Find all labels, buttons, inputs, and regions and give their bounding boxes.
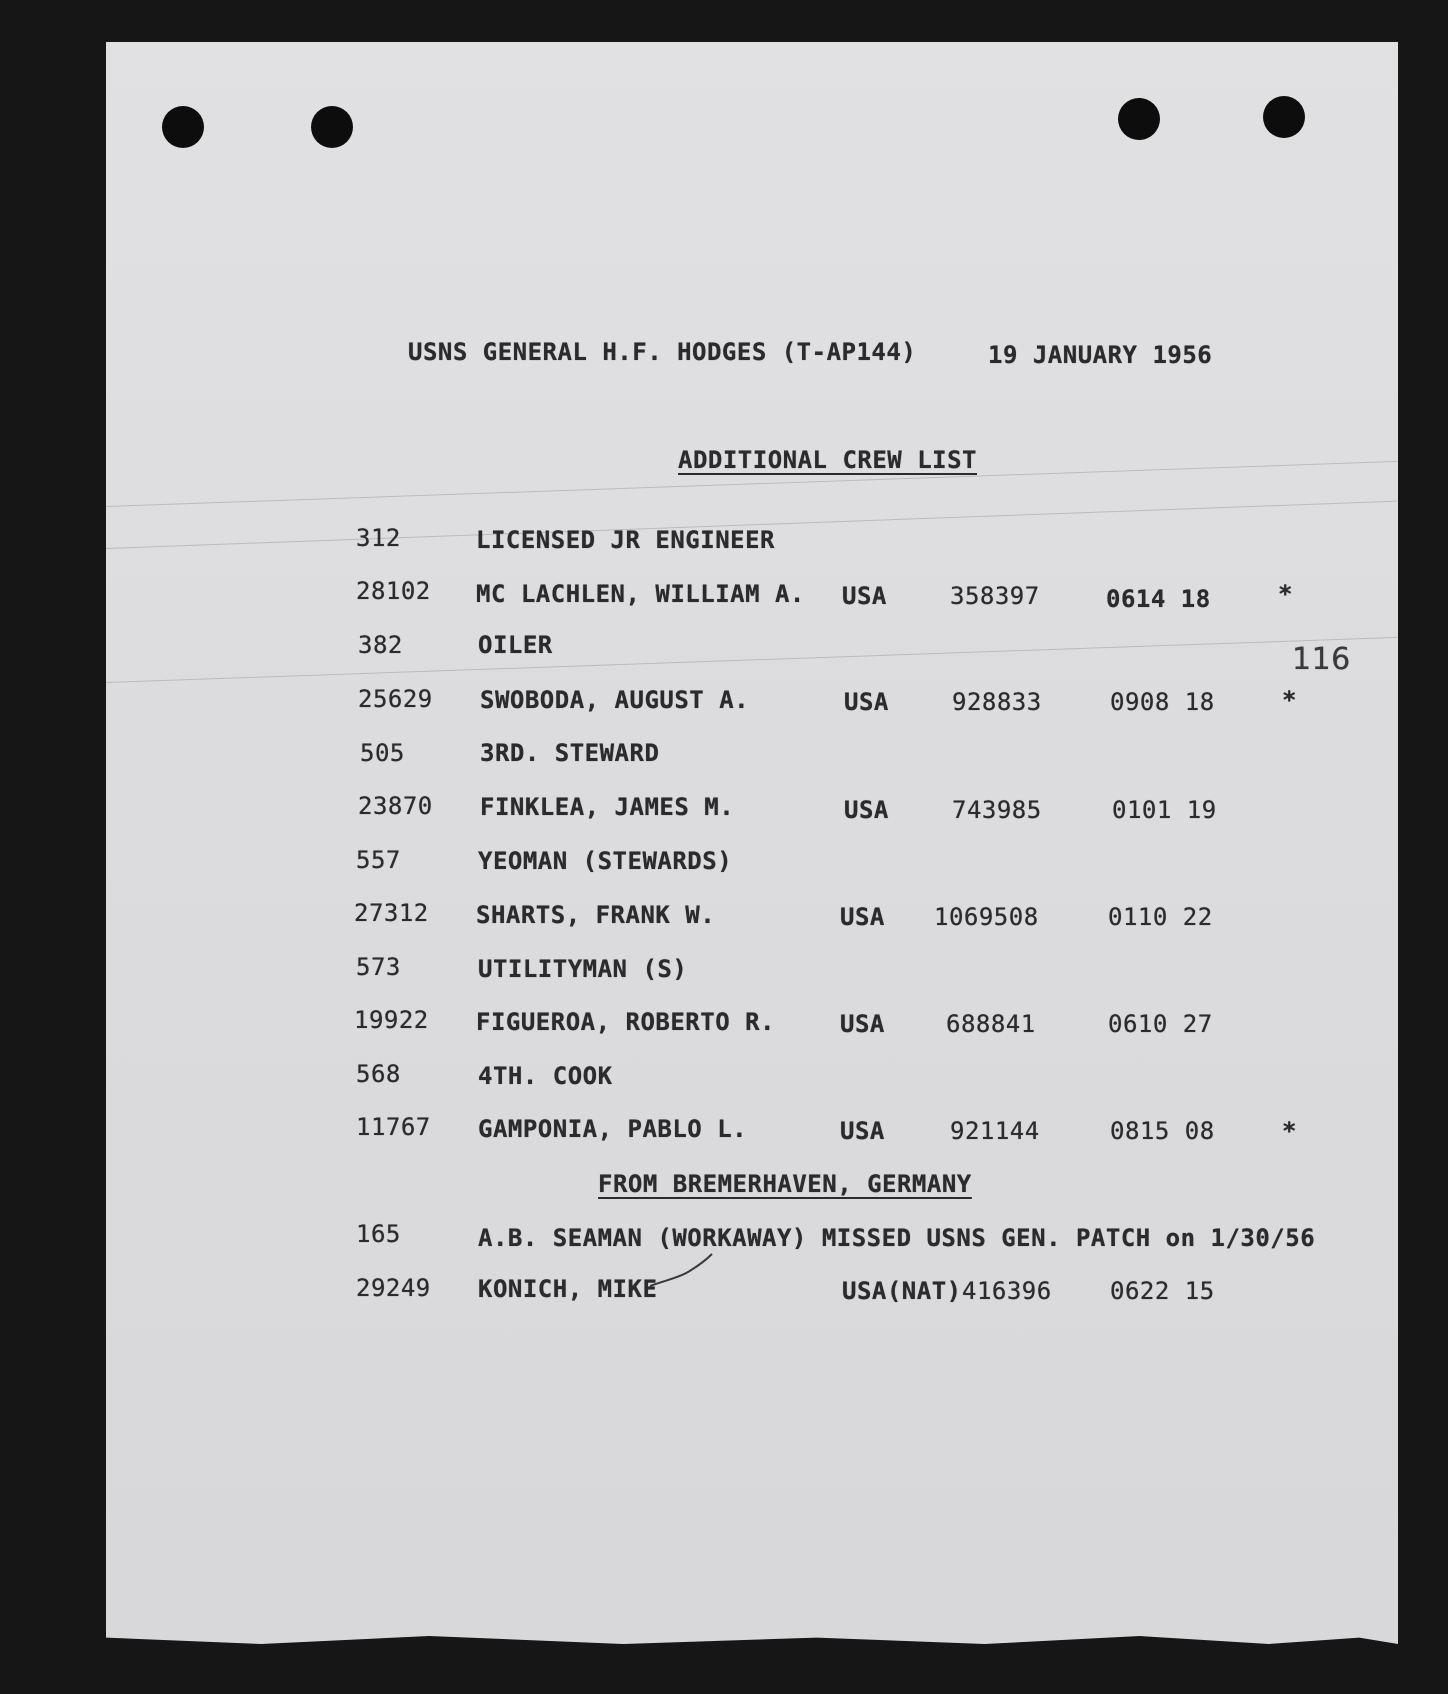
crew-id: 29249	[356, 1274, 431, 1302]
rating-code: 165	[356, 1220, 401, 1248]
punch-hole	[311, 106, 353, 148]
punch-hole	[1263, 96, 1305, 138]
punch-hole	[162, 106, 204, 148]
nationality: USA	[842, 582, 887, 610]
asterisk-mark: *	[1282, 1117, 1297, 1145]
crew-id: 11767	[356, 1113, 431, 1141]
nationality: USA	[840, 1117, 885, 1145]
punch-hole	[1118, 98, 1160, 140]
crew-id: 28102	[356, 577, 431, 605]
rating-title: OILER	[478, 631, 553, 659]
nationality: USA(NAT)	[842, 1277, 962, 1305]
document-number: 416396	[962, 1277, 1052, 1305]
crew-name: KONICH, MIKE	[478, 1275, 658, 1303]
crew-name: GAMPONIA, PABLO L.	[478, 1115, 748, 1143]
page-number: 116	[1292, 642, 1351, 677]
date-code: 0815 08	[1110, 1117, 1215, 1145]
crew-id: 27312	[354, 899, 429, 927]
section-title: FROM BREMERHAVEN, GERMANY	[598, 1170, 972, 1198]
rating-title: 3RD. STEWARD	[480, 739, 660, 767]
nationality: USA	[840, 903, 885, 931]
rating-title: 4TH. COOK	[478, 1062, 613, 1090]
date-code: 0610 27	[1108, 1010, 1213, 1038]
date-code: 0101 19	[1112, 796, 1217, 824]
rating-title: LICENSED JR ENGINEER	[476, 526, 775, 554]
document-number: 928833	[952, 688, 1042, 716]
rating-code: 505	[360, 739, 405, 767]
crew-id: 25629	[358, 685, 433, 713]
date-code: 0110 22	[1108, 903, 1213, 931]
document-number: 358397	[950, 582, 1040, 610]
document-date: 19 JANUARY 1956	[988, 341, 1213, 369]
list-title: ADDITIONAL CREW LIST	[678, 446, 977, 474]
document-number: 921144	[950, 1117, 1040, 1145]
crew-id: 23870	[358, 792, 433, 820]
asterisk-mark: *	[1282, 686, 1297, 714]
nationality: USA	[844, 688, 889, 716]
rating-code: 382	[358, 631, 403, 659]
nationality: USA	[844, 796, 889, 824]
asterisk-mark: *	[1278, 580, 1293, 608]
crew-name: SHARTS, FRANK W.	[476, 901, 716, 929]
nationality: USA	[840, 1010, 885, 1038]
rating-code: 573	[356, 953, 401, 981]
crew-name: MC LACHLEN, WILLIAM A.	[476, 580, 805, 608]
document-number: 688841	[946, 1010, 1036, 1038]
document-number: 1069508	[934, 903, 1039, 931]
date-code: 0622 15	[1110, 1277, 1215, 1305]
crew-name: FINKLEA, JAMES M.	[480, 793, 735, 821]
ship-name: USNS GENERAL H.F. HODGES (T-AP144)	[408, 338, 917, 366]
rating-title: UTILITYMAN (S)	[478, 955, 688, 983]
document-number: 743985	[952, 796, 1042, 824]
rating-note: A.B. SEAMAN (WORKAWAY) MISSED USNS GEN. PATCH on 1/30/56	[478, 1224, 1316, 1252]
rating-code: 557	[356, 846, 401, 874]
rating-code: 312	[356, 524, 401, 552]
rating-title: YEOMAN (STEWARDS)	[478, 847, 733, 875]
date-code: 0614 18	[1106, 585, 1211, 613]
handwritten-check-mark	[648, 1252, 714, 1292]
document-page	[106, 42, 1398, 1644]
crew-id: 19922	[354, 1006, 429, 1034]
date-code: 0908 18	[1110, 688, 1215, 716]
crew-name: FIGUEROA, ROBERTO R.	[476, 1008, 775, 1036]
crew-name: SWOBODA, AUGUST A.	[480, 686, 750, 714]
rating-code: 568	[356, 1060, 401, 1088]
